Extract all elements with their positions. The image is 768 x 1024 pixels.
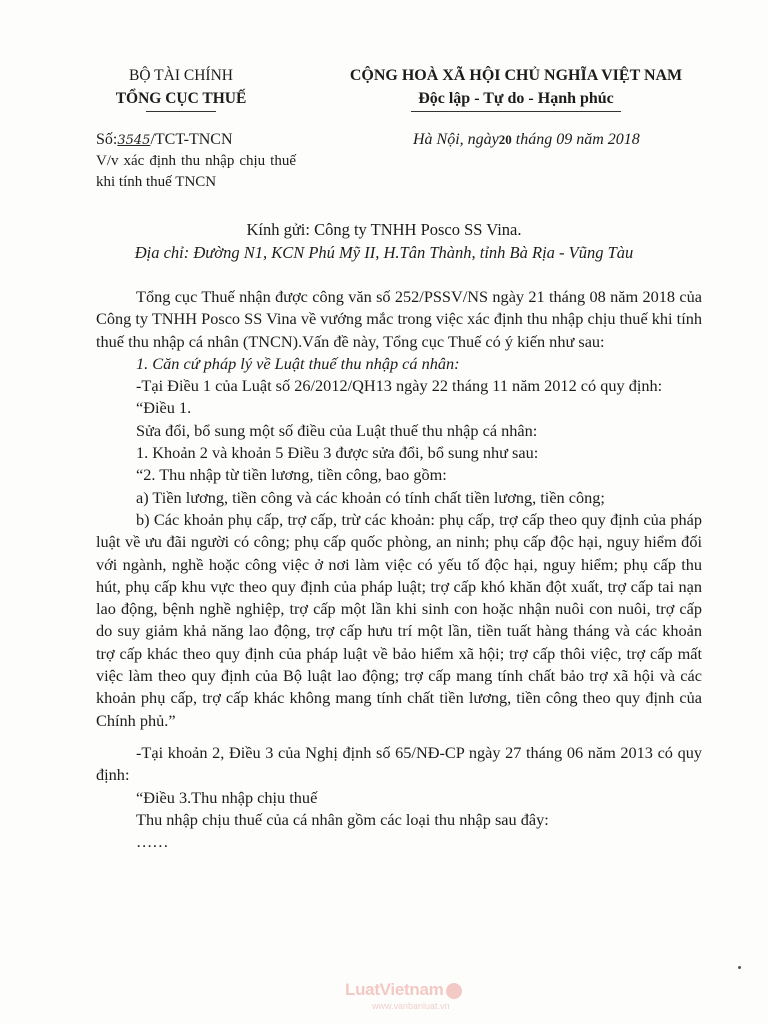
motto-underline [411, 111, 621, 112]
quote-article: “Điều 1. [136, 398, 192, 418]
date-suffix: tháng 09 năm 2018 [515, 131, 640, 148]
quote-allowances-paragraph: b) Các khoản phụ cấp, trợ cấp, trừ các khoản: phụ cấp, trợ cấp theo quy định của pháp luật về ưu đãi người có công; phụ cấp quốc phòng, an ninh; phụ cấp độc hại, nguy hiểm đối với ngành, nghề hoặc công việc ở nơi làm việc có yếu tố độc hại, nguy hiểm; phụ cấp thu hút, phụ cấp khu vực theo quy định của pháp luật; trợ cấp khó khăn đột xuất, trợ cấp tai nạn lao động, bệnh nghề nghiệp, trợ cấp một lần khi sinh con hoặc nhận nuôi con nuôi, trợ cấp do suy giảm khả năng lao động, trợ cấp hưu trí một lần, tiền tuất hàng tháng và các khoản trợ cấp khác theo quy định của pháp luật về bảo hiểm xã hội; trợ cấp thôi việc, trợ cấp mất việc làm theo quy định của Bộ luật lao động; trợ cấp mang tính chất bảo trợ xã hội và các khoản phụ cấp, trợ cấp khác không mang tính chất tiền lương, tiền công theo quy định của Chính phủ.” [96, 509, 702, 730]
national-heading [330, 64, 702, 112]
watermark-logo [345, 980, 462, 1000]
quote-line: a) Tiền lương, tiền công và các khoản có tính chất tiền lương, tiền công; [136, 487, 605, 507]
recipient-address: Địa chỉ: Đường N1, KCN Phú Mỹ II, H.Tân Thành, tỉnh Bà Rịa - Vũng Tàu [134, 243, 634, 262]
section-heading: 1. Căn cứ pháp lý về Luật thuế thu nhập cá nhân: [136, 353, 460, 373]
number-suffix: /TCT-TNCN [150, 131, 233, 148]
recipient-line: Kính gửi: Công ty TNHH Posco SS Vina. [246, 220, 522, 239]
issuer-block [96, 64, 266, 112]
quote-line: “2. Thu nhập từ tiền lương, tiền công, bao gồm: [136, 465, 447, 485]
intro-paragraph: Tổng cục Thuế nhận được công văn số 252/PSSV/NS ngày 21 tháng 08 năm 2018 của Công ty TNHH Posco SS Vina về vướng mắc trong việc xác định thu nhập chịu thuế khi tính thuế thu nhập cá nhân (TNCN).Vấn đề này, Tổng cục Thuế có ý kiến như sau: [96, 287, 702, 351]
quote-line: 1. Khoản 2 và khoản 5 Điều 3 được sửa đổi, bổ sung như sau: [136, 443, 539, 463]
quote-line: Sửa đổi, bổ sung một số điều của Luật thuế thu nhập cá nhân: [136, 420, 538, 440]
quote-line: Thu nhập chịu thuế của cá nhân gồm các loại thu nhập sau đây: [136, 809, 549, 829]
handwritten-day: 20 [498, 132, 512, 147]
arrow-icon [446, 983, 462, 999]
decree-reference-paragraph: -Tại khoản 2, Điều 3 của Nghị định số 65/NĐ-CP ngày 27 tháng 06 năm 2013 có quy định: [96, 742, 702, 785]
date-prefix: Hà Nội, ngày [413, 131, 499, 148]
paragraph-gap [96, 732, 702, 742]
document-body [96, 286, 702, 853]
document-number [96, 130, 233, 151]
scan-speck [738, 966, 741, 969]
number-prefix: Số: [96, 131, 118, 148]
ministry-name: BỘ TÀI CHÍNH [129, 67, 233, 84]
document-subject: V/v xác định thu nhập chịu thuế khi tính thuế TNCN [96, 153, 296, 190]
document-date [413, 130, 640, 150]
national-motto: Độc lập - Tự do - Hạnh phúc [418, 90, 614, 107]
watermark-brand: LuatVietnam [345, 980, 444, 999]
quote-ellipsis: …… [136, 832, 169, 852]
handwritten-number: 3545 [117, 133, 151, 148]
watermark-site: www.vanbanluat.vn [372, 1001, 450, 1011]
law-reference-paragraph: -Tại Điều 1 của Luật số 26/2012/QH13 ngày 22 tháng 11 năm 2012 có quy định: [136, 376, 663, 396]
issuer-underline [146, 111, 216, 112]
department-name: TỔNG CỤC THUẾ [115, 90, 247, 107]
quote-article: “Điều 3.Thu nhập chịu thuế [136, 787, 318, 807]
country-name: CỘNG HOÀ XÃ HỘI CHỦ NGHĨA VIỆT NAM [349, 67, 683, 84]
